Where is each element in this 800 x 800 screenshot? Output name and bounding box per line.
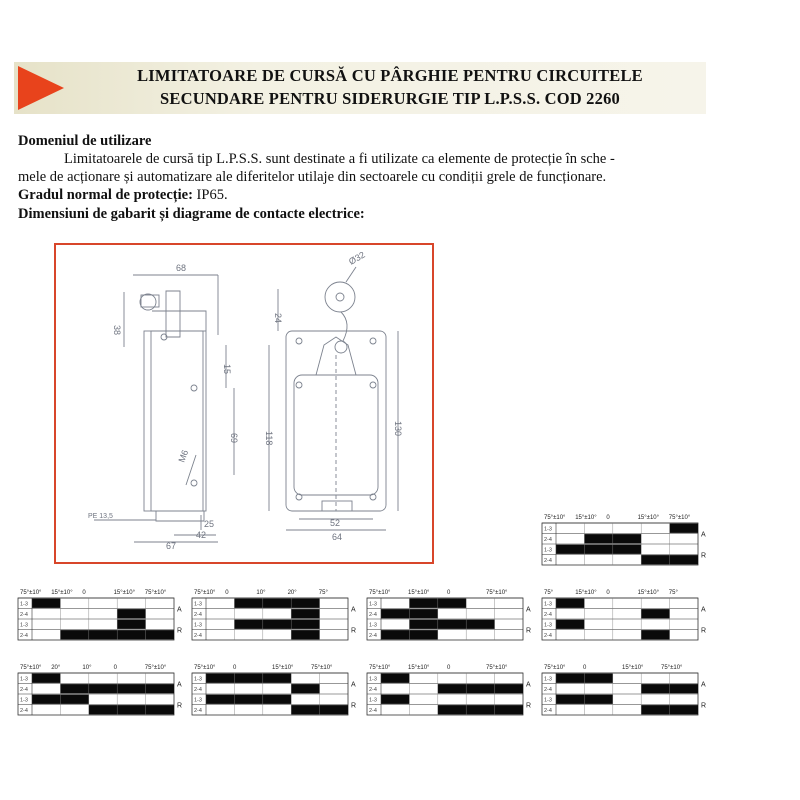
contact-label: 1-3 bbox=[194, 601, 202, 608]
contact-label: 2-4 bbox=[369, 687, 377, 693]
side-view-head bbox=[152, 311, 206, 331]
contact-closed-segment bbox=[89, 684, 117, 693]
angle-label: 75°±10° bbox=[194, 665, 216, 671]
side-label: A bbox=[351, 606, 356, 614]
contact-closed-segment bbox=[381, 674, 409, 683]
technical-drawing bbox=[56, 245, 432, 562]
contact-closed-segment bbox=[291, 684, 319, 693]
contact-closed-segment bbox=[32, 599, 60, 608]
dim-label-64: 64 bbox=[332, 532, 343, 542]
side-view-inner bbox=[151, 331, 203, 511]
contact-closed-segment bbox=[234, 599, 262, 608]
contact-closed-segment bbox=[117, 609, 145, 618]
contact-label: 1-3 bbox=[194, 676, 202, 683]
angle-label: 15°±10° bbox=[113, 590, 136, 596]
dim-label-42: 42 bbox=[196, 530, 207, 540]
angle-label: 75°±10° bbox=[194, 590, 216, 596]
contact-closed-segment bbox=[584, 545, 612, 554]
angle-label: 75° bbox=[544, 590, 554, 596]
contact-label: 2-4 bbox=[20, 612, 28, 618]
contact-closed-segment bbox=[117, 620, 145, 629]
front-hole-2 bbox=[370, 338, 376, 344]
contact-closed-segment bbox=[641, 555, 669, 564]
angle-label: 0 bbox=[447, 590, 451, 596]
angle-label: 0 bbox=[606, 515, 610, 521]
contact-closed-segment bbox=[291, 630, 319, 639]
angle-label: 15°±10° bbox=[408, 665, 430, 671]
side-view-roller bbox=[140, 294, 156, 310]
side-view-thread bbox=[186, 455, 196, 485]
side-view-lever bbox=[166, 291, 180, 337]
angle-label: 0 bbox=[583, 665, 587, 671]
contact-closed-segment bbox=[409, 609, 437, 618]
contact-closed-segment bbox=[206, 695, 234, 704]
contact-diagram-1 bbox=[540, 510, 710, 570]
contact-diagram-7 bbox=[190, 660, 360, 720]
dim-label-52: 52 bbox=[330, 518, 341, 528]
contact-closed-segment bbox=[206, 674, 234, 683]
dim-label-m6: M6 bbox=[176, 448, 191, 464]
contact-closed-segment bbox=[641, 684, 669, 693]
contact-diagram-2 bbox=[16, 585, 186, 645]
side-label: A bbox=[701, 531, 706, 539]
angle-label: 75° bbox=[668, 590, 678, 596]
contact-closed-segment bbox=[670, 555, 698, 564]
angle-label: 0 bbox=[225, 590, 229, 596]
side-label: R bbox=[177, 702, 183, 710]
contact-closed-segment bbox=[32, 674, 60, 683]
angle-label: 75°±10° bbox=[311, 665, 333, 671]
contact-label: 2-4 bbox=[544, 612, 552, 618]
protection-line bbox=[18, 186, 228, 204]
front-hole-1 bbox=[296, 338, 302, 344]
contact-label: 2-4 bbox=[20, 687, 28, 693]
contact-label: 1-3 bbox=[544, 601, 552, 608]
contact-closed-segment bbox=[146, 705, 174, 714]
angle-label: 75°±10° bbox=[144, 665, 167, 671]
contact-closed-segment bbox=[381, 609, 409, 618]
contact-closed-segment bbox=[60, 630, 88, 639]
contact-label: 1-3 bbox=[369, 601, 377, 608]
contact-label: 1-3 bbox=[544, 622, 552, 629]
side-label: R bbox=[701, 552, 707, 560]
angle-label: 10° bbox=[82, 665, 92, 671]
side-label: A bbox=[701, 681, 706, 689]
angle-label: 0 bbox=[233, 665, 237, 671]
contact-closed-segment bbox=[670, 524, 698, 533]
angle-label: 75°±10° bbox=[544, 665, 566, 671]
contact-closed-segment bbox=[117, 705, 145, 714]
front-view-lever bbox=[341, 312, 347, 341]
contact-label: 1-3 bbox=[544, 697, 552, 704]
contact-closed-segment bbox=[556, 599, 584, 608]
contact-label: 2-4 bbox=[194, 612, 202, 618]
contact-label: 2-4 bbox=[369, 612, 377, 618]
contact-closed-segment bbox=[613, 545, 641, 554]
angle-label: 75°±10° bbox=[544, 515, 566, 521]
angle-label: 20° bbox=[51, 665, 61, 671]
contact-closed-segment bbox=[60, 695, 88, 704]
contact-label: 1-3 bbox=[544, 526, 552, 533]
side-label: A bbox=[701, 606, 706, 614]
angle-label: 10° bbox=[256, 590, 266, 596]
angle-label: 75°±10° bbox=[668, 515, 691, 521]
front-hole-4 bbox=[370, 382, 376, 388]
dim-label-phi32: Ø32 bbox=[347, 249, 367, 267]
title-line-1: LIMITATOARE DE CURSĂ CU PÂRGHIE PENTRU CIRCUITELE bbox=[137, 66, 643, 85]
angle-label: 75°±10° bbox=[20, 590, 42, 596]
contact-closed-segment bbox=[263, 674, 291, 683]
angle-label: 15°±10° bbox=[51, 590, 73, 596]
contact-closed-segment bbox=[556, 620, 584, 629]
contact-closed-segment bbox=[641, 609, 669, 618]
contact-diagram-6 bbox=[16, 660, 186, 720]
side-label: R bbox=[701, 627, 707, 635]
contact-closed-segment bbox=[466, 620, 494, 629]
contact-label: 1-3 bbox=[20, 676, 28, 683]
side-view-base bbox=[156, 511, 204, 521]
contact-closed-segment bbox=[613, 534, 641, 543]
contact-closed-segment bbox=[409, 620, 437, 629]
dim-label-25: 25 bbox=[204, 519, 215, 529]
contact-label: 2-4 bbox=[20, 708, 28, 714]
front-hole-3 bbox=[296, 382, 302, 388]
contact-closed-segment bbox=[556, 695, 584, 704]
contact-label: 2-4 bbox=[544, 537, 552, 543]
side-label: A bbox=[526, 606, 531, 614]
angle-label: 15°±10° bbox=[408, 590, 430, 596]
arrow-icon bbox=[18, 66, 64, 110]
usage-heading: Domeniul de utilizare bbox=[18, 133, 152, 149]
dim-label-pe: PE 13,5 bbox=[88, 513, 113, 520]
angle-label: 75°±10° bbox=[661, 665, 683, 671]
dim-label-24: 24 bbox=[273, 313, 283, 324]
contact-closed-segment bbox=[556, 674, 584, 683]
front-view-pivot bbox=[335, 341, 347, 353]
dim-label-69: 69 bbox=[229, 433, 239, 444]
contact-closed-segment bbox=[438, 599, 466, 608]
front-view-roller-hub bbox=[336, 293, 344, 301]
angle-label: 0 bbox=[113, 665, 117, 671]
contact-closed-segment bbox=[291, 620, 319, 629]
side-label: R bbox=[177, 627, 183, 635]
contact-closed-segment bbox=[291, 705, 319, 714]
contact-closed-segment bbox=[438, 620, 466, 629]
contact-label: 1-3 bbox=[369, 697, 377, 704]
contact-label: 2-4 bbox=[194, 633, 202, 639]
angle-label: 15°±10° bbox=[575, 515, 597, 521]
contact-label: 2-4 bbox=[544, 687, 552, 693]
dim-label-68: 68 bbox=[176, 263, 187, 273]
dim-label-38: 38 bbox=[112, 325, 122, 336]
usage-line-1: Limitatoarele de cursă tip L.P.S.S. sunt destinate a fi utilizate ca elemente de protecție în sche - bbox=[64, 151, 615, 167]
contact-diagram-4 bbox=[365, 585, 535, 645]
side-view-hole-2 bbox=[191, 385, 197, 391]
protection-value: IP65. bbox=[192, 187, 228, 203]
contact-closed-segment bbox=[670, 684, 698, 693]
contact-diagram-8 bbox=[365, 660, 535, 720]
contact-label: 2-4 bbox=[20, 633, 28, 639]
angle-label: 15°±10° bbox=[272, 665, 294, 671]
contact-closed-segment bbox=[409, 599, 437, 608]
contact-closed-segment bbox=[584, 534, 612, 543]
contact-closed-segment bbox=[291, 609, 319, 618]
contact-label: 1-3 bbox=[20, 622, 28, 629]
angle-label: 15°±10° bbox=[637, 590, 660, 596]
contact-closed-segment bbox=[495, 705, 523, 714]
contact-closed-segment bbox=[263, 620, 291, 629]
front-view-roller bbox=[325, 282, 355, 312]
contact-closed-segment bbox=[117, 684, 145, 693]
contact-label: 2-4 bbox=[194, 687, 202, 693]
side-label: R bbox=[701, 702, 707, 710]
contact-closed-segment bbox=[584, 695, 612, 704]
contact-label: 2-4 bbox=[369, 633, 377, 639]
side-label: A bbox=[526, 681, 531, 689]
angle-label: 15°±10° bbox=[575, 590, 597, 596]
contact-closed-segment bbox=[438, 705, 466, 714]
contact-label: 2-4 bbox=[369, 708, 377, 714]
contact-diagram-5 bbox=[540, 585, 710, 645]
contact-closed-segment bbox=[146, 630, 174, 639]
angle-label: 75°±10° bbox=[369, 665, 391, 671]
dim-label-67: 67 bbox=[166, 541, 177, 551]
contact-closed-segment bbox=[466, 684, 494, 693]
contact-label: 1-3 bbox=[544, 547, 552, 554]
contact-closed-segment bbox=[234, 674, 262, 683]
angle-label: 15°±10° bbox=[637, 515, 660, 521]
protection-label: Gradul normal de protecție: bbox=[18, 187, 193, 203]
contact-closed-segment bbox=[89, 705, 117, 714]
contact-closed-segment bbox=[320, 705, 348, 714]
contact-label: 1-3 bbox=[20, 697, 28, 704]
dim-label-118: 118 bbox=[264, 431, 274, 446]
leader-phi32 bbox=[346, 267, 356, 282]
contact-closed-segment bbox=[381, 630, 409, 639]
contact-closed-segment bbox=[495, 684, 523, 693]
contact-closed-segment bbox=[466, 705, 494, 714]
side-label: R bbox=[351, 627, 357, 635]
contact-closed-segment bbox=[641, 705, 669, 714]
dimensions-heading: Dimensiuni de gabarit și diagrame de contacte electrice: bbox=[18, 206, 365, 222]
contact-closed-segment bbox=[60, 684, 88, 693]
contact-closed-segment bbox=[291, 599, 319, 608]
contact-closed-segment bbox=[263, 599, 291, 608]
contact-label: 1-3 bbox=[369, 676, 377, 683]
contact-closed-segment bbox=[381, 695, 409, 704]
angle-label: 20° bbox=[287, 590, 297, 596]
side-label: A bbox=[177, 681, 182, 689]
side-view-hole-3 bbox=[191, 480, 197, 486]
contact-label: 1-3 bbox=[20, 601, 28, 608]
contact-closed-segment bbox=[670, 705, 698, 714]
contact-closed-segment bbox=[409, 630, 437, 639]
contact-label: 1-3 bbox=[194, 697, 202, 704]
angle-label: 75° bbox=[318, 590, 328, 596]
contact-diagram-3 bbox=[190, 585, 360, 645]
contact-closed-segment bbox=[234, 620, 262, 629]
contact-closed-segment bbox=[234, 695, 262, 704]
contact-label: 1-3 bbox=[369, 622, 377, 629]
contact-label: 2-4 bbox=[194, 708, 202, 714]
contact-closed-segment bbox=[584, 674, 612, 683]
contact-closed-segment bbox=[438, 684, 466, 693]
contact-label: 1-3 bbox=[544, 676, 552, 683]
contact-diagram-9 bbox=[540, 660, 710, 720]
contact-label: 1-3 bbox=[194, 622, 202, 629]
side-label: R bbox=[526, 702, 532, 710]
contact-closed-segment bbox=[117, 630, 145, 639]
front-view-base bbox=[322, 501, 352, 511]
contact-label: 2-4 bbox=[544, 558, 552, 564]
usage-line-2: mele de acționare și automatizare ale diferitelor utilaje din sectoarele cu condiții grele de funcționare. bbox=[18, 169, 607, 185]
contact-closed-segment bbox=[263, 695, 291, 704]
side-label: R bbox=[351, 702, 357, 710]
drawing-frame bbox=[54, 243, 434, 564]
angle-label: 75°±10° bbox=[486, 590, 508, 596]
angle-label: 75°±10° bbox=[144, 590, 167, 596]
side-label: A bbox=[177, 606, 182, 614]
angle-label: 0 bbox=[82, 590, 86, 596]
angle-label: 75°±10° bbox=[486, 665, 508, 671]
contact-label: 2-4 bbox=[544, 633, 552, 639]
side-label: R bbox=[526, 627, 532, 635]
angle-label: 0 bbox=[606, 590, 610, 596]
dim-label-15: 15 bbox=[222, 364, 232, 375]
angle-label: 0 bbox=[447, 665, 451, 671]
contact-closed-segment bbox=[556, 545, 584, 554]
angle-label: 75°±10° bbox=[20, 665, 42, 671]
contact-label: 2-4 bbox=[544, 708, 552, 714]
dim-label-130: 130 bbox=[393, 421, 403, 437]
side-label: A bbox=[351, 681, 356, 689]
contact-closed-segment bbox=[32, 695, 60, 704]
title-line-2: SECUNDARE PENTRU SIDERURGIE TIP L.P.S.S. COD 2260 bbox=[160, 89, 620, 108]
angle-label: 75°±10° bbox=[369, 590, 391, 596]
contact-closed-segment bbox=[641, 630, 669, 639]
angle-label: 15°±10° bbox=[622, 665, 644, 671]
contact-closed-segment bbox=[89, 630, 117, 639]
contact-closed-segment bbox=[146, 684, 174, 693]
